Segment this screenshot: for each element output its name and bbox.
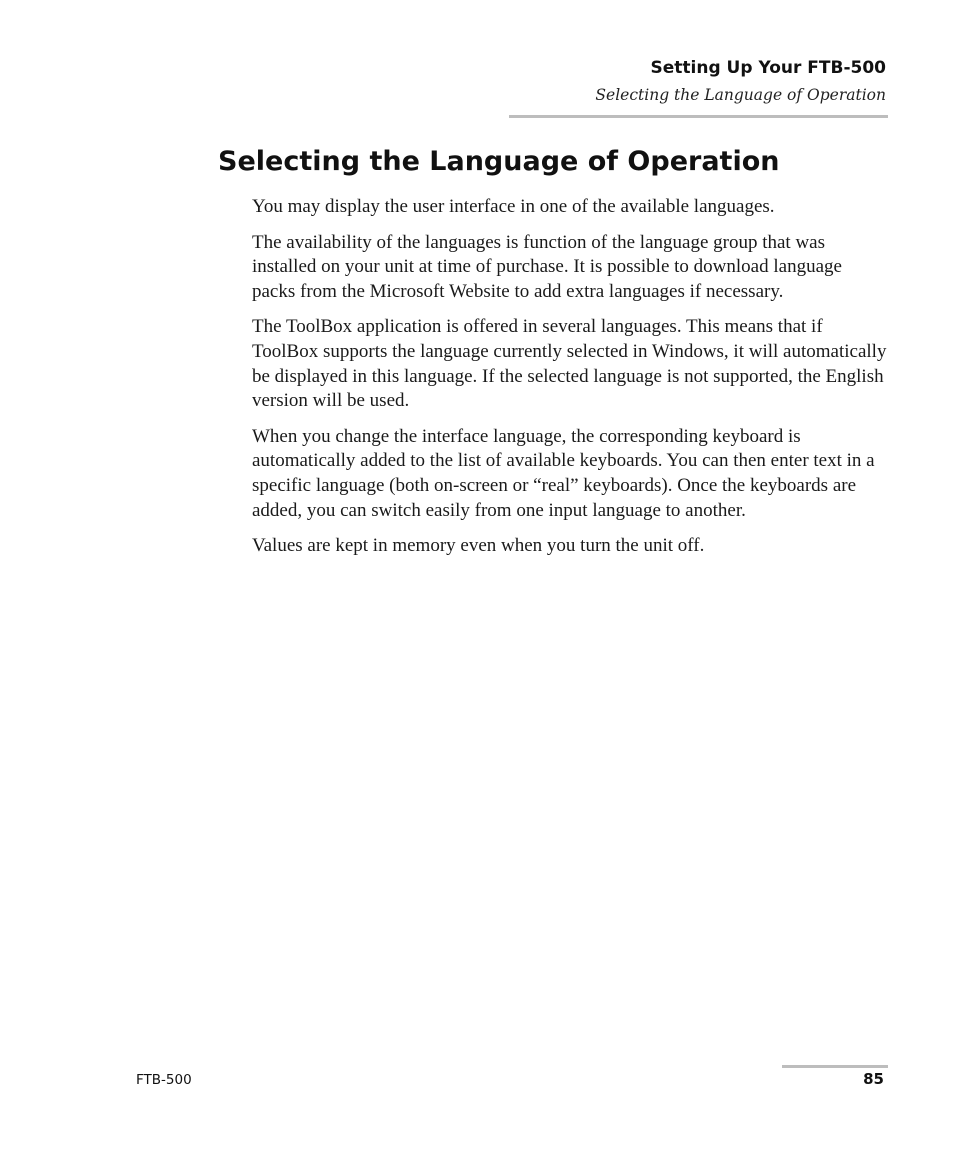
paragraph-keyboards: When you change the interface language, the corresponding keyboard is automatically added to the list of available keyboards. You can then enter text in a specific language (both on-screen or “real” keyboards). Once the keyboards are added, you can switch easily from one input language to another.	[252, 425, 875, 521]
page-title: Selecting the Language of Operation	[218, 146, 780, 177]
running-header	[595, 56, 886, 106]
page-number: 85	[863, 1070, 884, 1088]
header-divider	[509, 115, 888, 118]
paragraph-intro: You may display the user interface in one of the available languages.	[252, 196, 775, 217]
footer-product-name: FTB-500	[136, 1072, 192, 1088]
header-section-title: Selecting the Language of Operation	[595, 86, 886, 104]
paragraph-toolbox-languages: The ToolBox application is offered in several languages. This means that if ToolBox supports the language currently selected in Windows, it will automatically be displayed in this language. If the selected language is not supported, the English version will be used.	[252, 316, 887, 412]
header-chapter-title: Setting Up Your FTB-500	[650, 58, 886, 78]
footer-divider	[782, 1065, 888, 1068]
body-text	[252, 195, 888, 570]
paragraph-language-availability: The availability of the languages is function of the language group that was installed on your unit at time of purchase. It is possible to download language packs from the Microsoft Website to add extra languages if necessary.	[252, 231, 842, 302]
paragraph-memory: Values are kept in memory even when you turn the unit off.	[252, 535, 705, 557]
